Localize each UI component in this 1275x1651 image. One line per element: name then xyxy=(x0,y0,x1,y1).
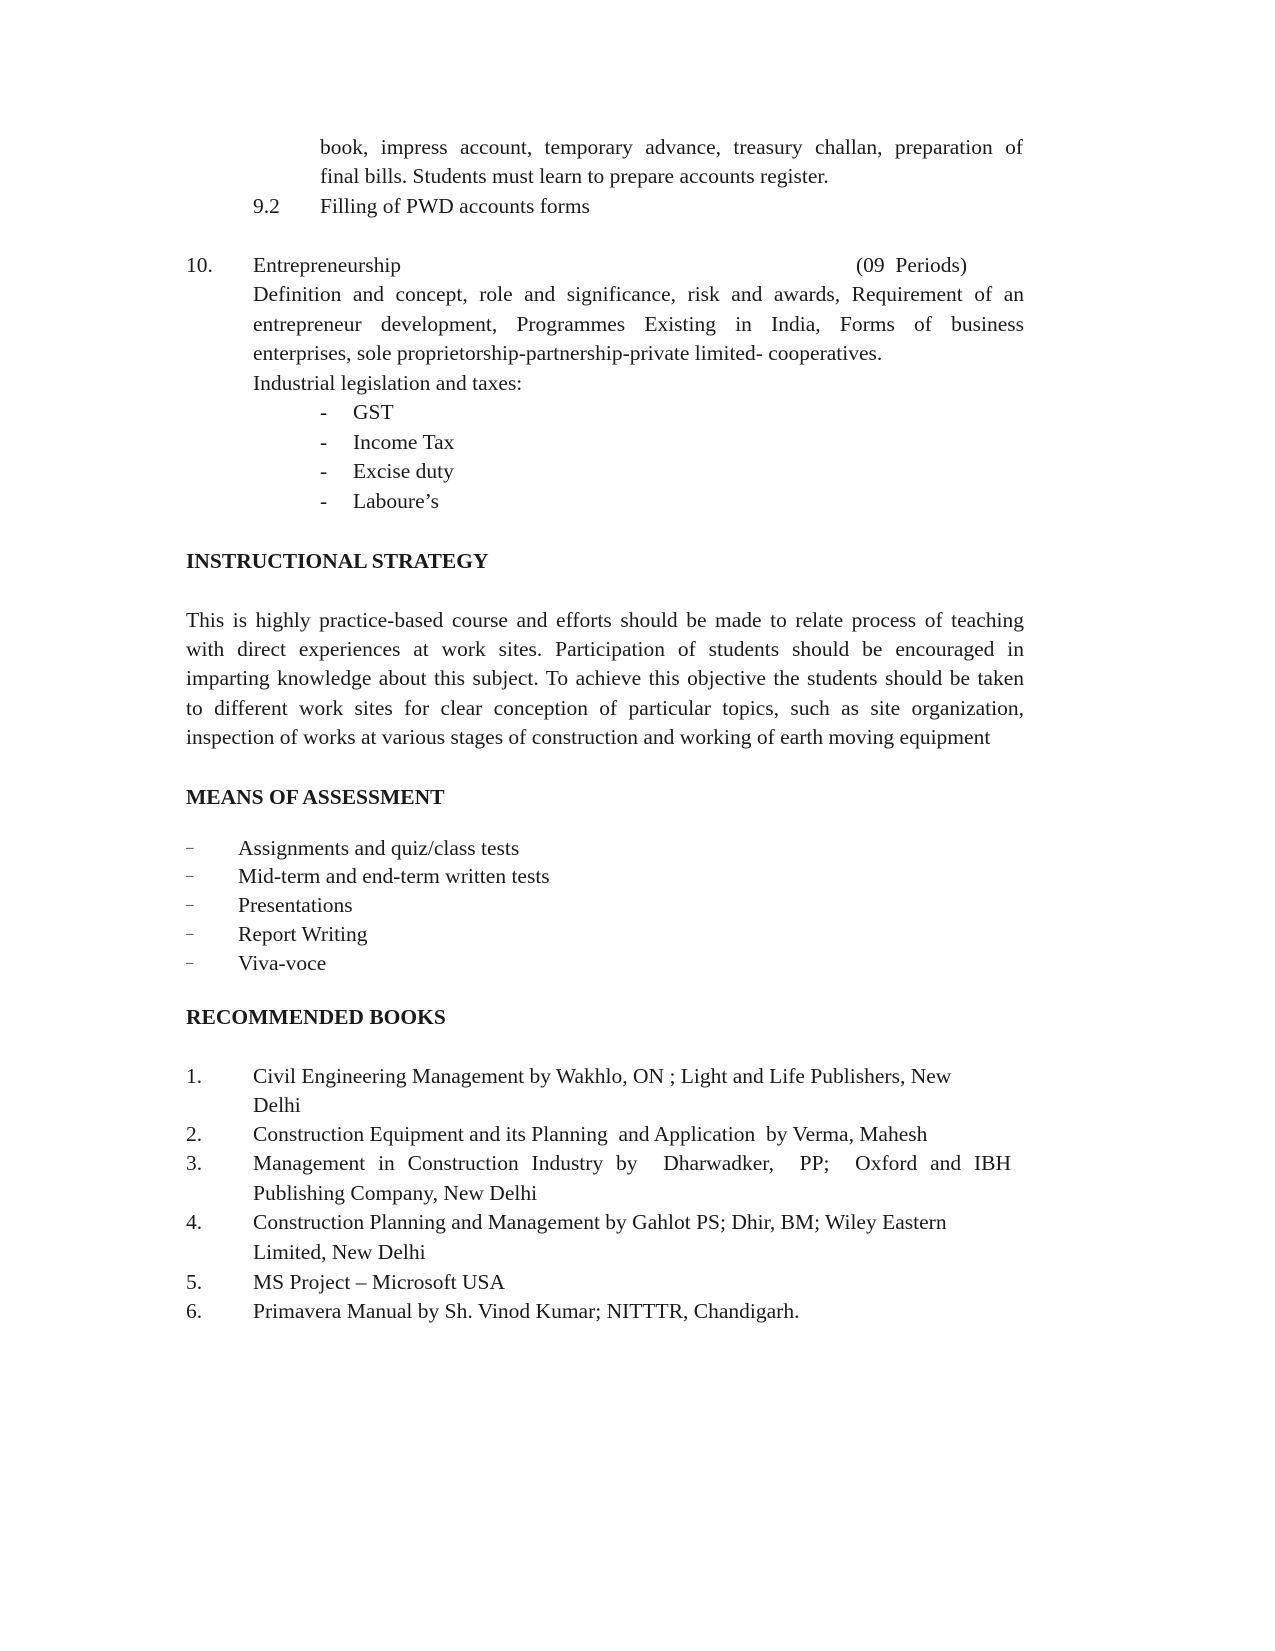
book-text-line-1: Construction Equipment and its Planning and Application by Verma, Mahesh xyxy=(253,1122,928,1146)
book-text-line-2: Publishing Company, New Delhi xyxy=(253,1181,538,1205)
list-item-text: Assignments and quiz/class tests xyxy=(238,836,520,860)
book-text-line-1: Civil Engineering Management by Wakhlo, ON ; Light and Life Publishers, New xyxy=(253,1064,952,1088)
section-para-line-2: entrepreneur development, Programmes Existing in India, Forms of business xyxy=(253,312,1024,336)
list-item-text: Viva-voce xyxy=(238,951,327,975)
section-para-line-3: enterprises, sole proprietorship-partnership-private limited- cooperatives. xyxy=(253,341,883,365)
book-number: 5. xyxy=(186,1270,203,1294)
dash-bullet: – xyxy=(186,897,194,913)
legislation-label: Industrial legislation and taxes: xyxy=(253,371,523,395)
dash-bullet: – xyxy=(186,840,194,856)
list-item-text: Report Writing xyxy=(238,922,368,946)
dash-bullet: – xyxy=(186,926,194,942)
book-text-line-2: Delhi xyxy=(253,1093,301,1117)
book-text-line-1: Management in Construction Industry by Dharwadker, PP; Oxford and IBH xyxy=(253,1151,1011,1175)
list-item-text: Excise duty xyxy=(353,459,454,483)
list-item-text: Mid-term and end-term written tests xyxy=(238,864,550,888)
instructional-heading: INSTRUCTIONAL STRATEGY xyxy=(186,549,489,573)
section-number: 10. xyxy=(186,253,213,277)
dash-bullet: - xyxy=(320,489,328,513)
book-number: 1. xyxy=(186,1064,203,1088)
intro-line-2: final bills. Students must learn to prepare accounts register. xyxy=(320,164,829,188)
instructional-line-1: This is highly practice-based course and efforts should be made to relate process of teaching xyxy=(186,608,1024,632)
list-item-text: Laboure’s xyxy=(353,489,439,513)
sub-item-number: 9.2 xyxy=(253,194,280,218)
books-heading: RECOMMENDED BOOKS xyxy=(186,1005,446,1029)
dash-bullet: - xyxy=(320,430,328,454)
dash-bullet: – xyxy=(186,868,194,884)
book-number: 3. xyxy=(186,1151,203,1175)
dash-bullet: - xyxy=(320,400,328,424)
section-title: Entrepreneurship xyxy=(253,253,402,277)
instructional-line-3: imparting knowledge about this subject. To achieve this objective the students should be taken xyxy=(186,666,1024,690)
instructional-line-2: with direct experiences at work sites. Participation of students should be encouraged in xyxy=(186,637,1024,661)
assessment-heading: MEANS OF ASSESSMENT xyxy=(186,785,445,809)
instructional-line-5: inspection of works at various stages of construction and working of earth moving equipment xyxy=(186,725,991,749)
sub-item-text: Filling of PWD accounts forms xyxy=(320,194,590,218)
list-item-text: GST xyxy=(353,400,394,424)
dash-bullet: - xyxy=(320,459,328,483)
section-para-line-1: Definition and concept, role and significance, risk and awards, Requirement of an xyxy=(253,282,1024,306)
book-number: 4. xyxy=(186,1210,203,1234)
book-text-line-2: Limited, New Delhi xyxy=(253,1240,426,1264)
book-number: 6. xyxy=(186,1299,203,1323)
list-item-text: Presentations xyxy=(238,893,353,917)
book-text-line-1: MS Project – Microsoft USA xyxy=(253,1270,506,1294)
dash-bullet: – xyxy=(186,955,194,971)
section-periods: (09 Periods) xyxy=(856,253,968,277)
intro-line-1: book, impress account, temporary advance, treasury challan, preparation of xyxy=(320,135,1023,159)
book-number: 2. xyxy=(186,1122,203,1146)
list-item-text: Income Tax xyxy=(353,430,455,454)
book-text-line-1: Construction Planning and Management by Gahlot PS; Dhir, BM; Wiley Eastern xyxy=(253,1210,947,1234)
instructional-line-4: to different work sites for clear conception of particular topics, such as site organization, xyxy=(186,696,1024,720)
book-text-line-1: Primavera Manual by Sh. Vinod Kumar; NITTTR, Chandigarh. xyxy=(253,1299,800,1323)
